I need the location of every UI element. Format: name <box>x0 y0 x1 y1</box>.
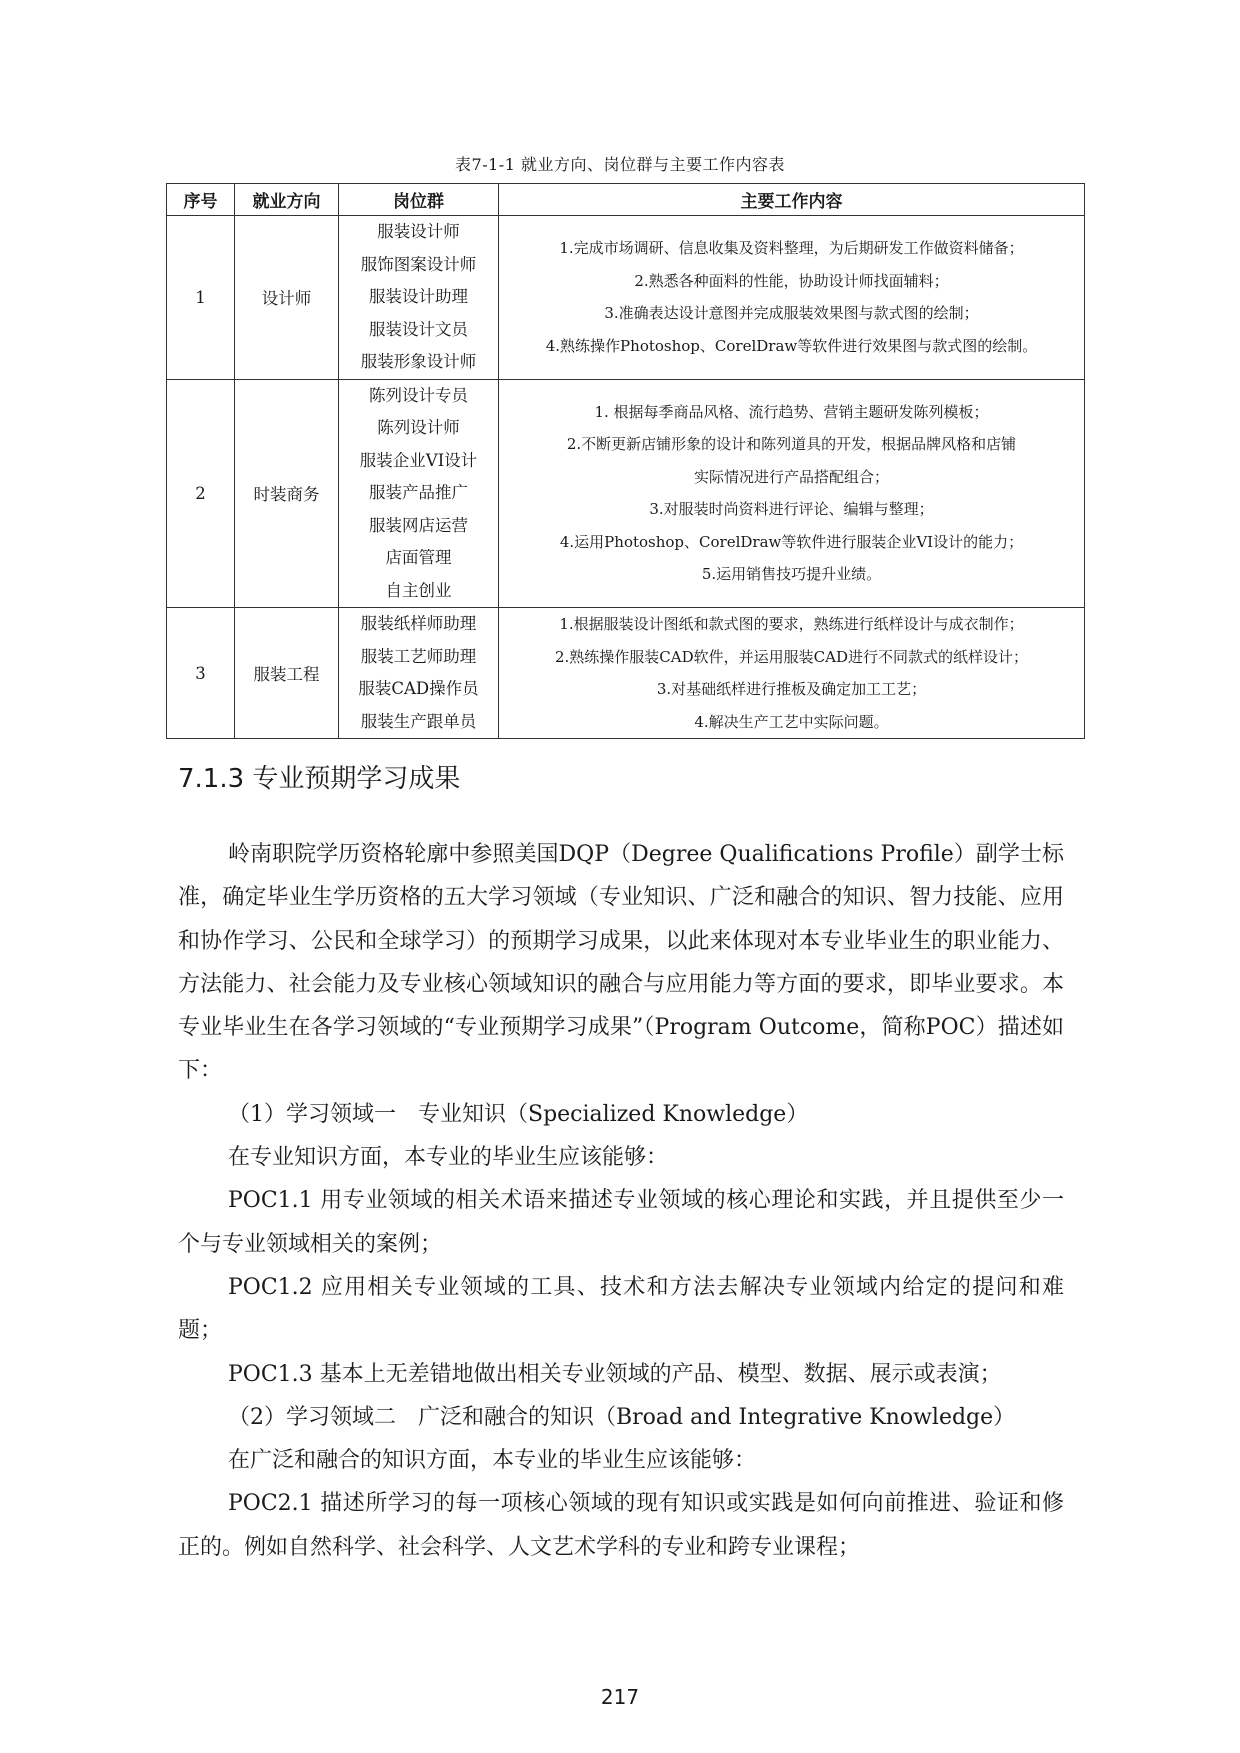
domain-1-heading: （1）学习领域一 专业知识（Specialized Knowledge） <box>228 1101 809 1127</box>
content-item: 4.运用Photoshop、CorelDraw等软件进行服装企业VI设计的能力； <box>559 532 1024 551</box>
content-item: 2.熟练操作服装CAD软件，并运用服装CAD进行不同款式的纸样设计； <box>555 647 1028 666</box>
content-item: 2.不断更新店铺形象的设计和陈列道具的开发，根据品牌风格和店铺 <box>566 435 1017 454</box>
position-item: 服装生产跟单员 <box>360 711 477 731</box>
content-item: 3.准确表达设计意图并完成服装效果图与款式图的绘制； <box>604 304 979 323</box>
domain-2-lead: 在广泛和融合的知识方面，本专业的毕业生应该能够： <box>228 1448 757 1474</box>
content-item: 3.对基础纸样进行推板及确定加工工艺； <box>656 680 927 698</box>
jobs-table <box>166 183 1085 739</box>
position-item: 自主创业 <box>385 580 452 600</box>
row-direction: 服装工程 <box>235 608 339 739</box>
content-item: 1.根据服装设计图纸和款式图的要求，熟练进行纸样设计与成衣制作； <box>559 615 1024 633</box>
poc-2-1: POC2.1 描述所学习的每一项核心领域的现有知识或实践是如何向前推进、验证和修正的。例如自然科学、社会科学、人文艺术学科的专业和跨专业课程； <box>178 1491 1064 1560</box>
position-item: 服装设计助理 <box>369 287 468 306</box>
intro-paragraph: 岭南职院学历资格轮廓中参照美国DQP（Degree Qualifications Profile）副学士标准，确定毕业生学历资格的五大学习领域（专业知识、广泛和融合的知识、智力技能、应用和协作学习、公民和全球学习）的预期学习成果，以此来体现对本专业毕业生的职业能力、方法能力、社会能力及专业核心领域知识的融合与应用能力等方面的要求，即毕业要求。本专业毕业生在各学习领域的“专业预期学习成果”（Program Outcome，简称POC）描述如下： <box>178 842 1064 1084</box>
position-item: 服装企业VI设计 <box>359 450 478 470</box>
row-number: 3 <box>167 608 235 739</box>
table-row <box>167 216 1085 380</box>
table-row <box>167 608 1085 739</box>
position-item: 店面管理 <box>385 548 452 567</box>
section-heading: 7.1.3 专业预期学习成果 <box>178 764 461 794</box>
row-number: 2 <box>167 379 235 608</box>
content-item: 3.对服装时尚资料进行评论、编辑与整理； <box>649 500 934 519</box>
row-positions <box>339 379 499 608</box>
position-item: 服装设计文员 <box>369 319 468 339</box>
content-item: 5.运用销售技巧提升业绩。 <box>701 565 882 584</box>
table-caption: 表7-1-1 就业方向、岗位群与主要工作内容表 <box>455 155 785 174</box>
header-direction: 就业方向 <box>235 184 339 216</box>
position-item: 陈列设计师 <box>377 418 460 437</box>
position-item: 服装纸样师助理 <box>360 614 477 633</box>
row-content <box>499 216 1085 380</box>
header-content: 主要工作内容 <box>499 184 1085 216</box>
position-item: 服装产品推广 <box>369 483 468 502</box>
position-item: 服装CAD操作员 <box>358 679 479 698</box>
row-content <box>499 379 1085 608</box>
row-content <box>499 608 1085 739</box>
header-positions: 岗位群 <box>339 184 499 216</box>
content-item: 1.完成市场调研、信息收集及资料整理，为后期研发工作做资料储备； <box>559 239 1024 258</box>
content-item: 4.解决生产工艺中实际问题。 <box>694 712 889 731</box>
content-item: 1. 根据每季商品风格、流行趋势、营销主题研发陈列模板； <box>594 402 989 421</box>
position-item: 服装设计师 <box>377 222 460 241</box>
page-number: 217 <box>600 1685 640 1709</box>
row-direction: 时装商务 <box>235 379 339 608</box>
section-body <box>178 833 1064 1569</box>
poc-1-3: POC1.3 基本上无差错地做出相关专业领域的产品、模型、数据、展示或表演； <box>228 1361 1002 1387</box>
position-item: 服饰图案设计师 <box>360 254 477 274</box>
header-number: 序号 <box>167 184 235 216</box>
content-item: 4.熟练操作Photoshop、CorelDraw等软件进行效果图与款式图的绘制。 <box>545 336 1038 355</box>
poc-1-2: POC1.2 应用相关专业领域的工具、技术和方法去解决专业领域内给定的提问和难题； <box>178 1274 1064 1344</box>
position-item: 陈列设计专员 <box>369 385 468 405</box>
poc-1-1: POC1.1 用专业领域的相关术语来描述专业领域的核心理论和实践，并且提供至少一个与专业领域相关的案例； <box>178 1188 1064 1257</box>
row-positions <box>339 608 499 739</box>
table-header-row <box>167 184 1085 216</box>
row-positions <box>339 216 499 380</box>
domain-1-lead: 在专业知识方面，本专业的毕业生应该能够： <box>228 1145 669 1171</box>
row-direction: 设计师 <box>235 216 339 380</box>
position-item: 服装网店运营 <box>369 515 468 535</box>
table-row <box>167 379 1085 608</box>
row-number: 1 <box>167 216 235 380</box>
domain-2-heading: （2）学习领域二 广泛和融合的知识（Broad and Integrative Knowledge） <box>228 1404 1016 1430</box>
content-item: 2.熟悉各种面料的性能，协助设计师找面辅料； <box>634 271 949 290</box>
position-item: 服装工艺师助理 <box>360 646 477 666</box>
content-item: 实际情况进行产品搭配组合； <box>693 467 889 486</box>
position-item: 服装形象设计师 <box>360 352 477 371</box>
